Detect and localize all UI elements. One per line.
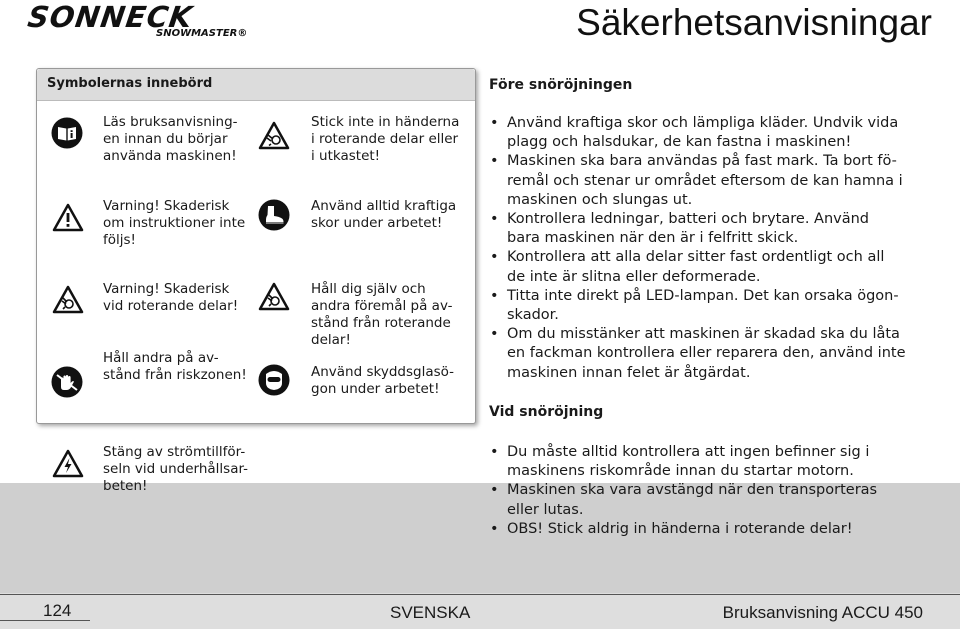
list-item: • Maskinen ska vara avstängd när den transporteras eller lutas. — [488, 481, 948, 519]
symbol-text-keep-away: Håll andra på av- stånd från riskzonen! — [103, 350, 247, 383]
list-item: • Titta inte direkt på LED-lampan. Det kan orsaka ögon- skador. — [488, 287, 948, 325]
manual-icon — [51, 117, 83, 149]
symbol-text-rotating-parts: Varning! Skaderisk vid roterande delar! — [103, 281, 239, 314]
during-clearing-heading: Vid snöröjning — [489, 404, 604, 420]
keep-away-icon — [51, 366, 83, 398]
safety-boots-icon — [258, 199, 290, 231]
list-item: • Maskinen ska bara användas på fast mark. Ta bort fö- remål och stenar ur området eftersom de kan hamna i maskinen och slungas ut. — [488, 152, 948, 210]
symbols-panel-header — [37, 69, 475, 101]
warning-icon — [52, 202, 84, 234]
footer-language: SVENSKA — [390, 603, 471, 622]
symbol-text-safety-boots: Använd alltid kraftiga skor under arbetet! — [311, 198, 457, 231]
during-clearing-list — [488, 443, 948, 539]
brand-name: SONNECK — [25, 0, 196, 34]
page-number-underline — [0, 620, 90, 621]
before-clearing-heading: Före snöröjningen — [489, 77, 633, 93]
brand-logo — [25, 0, 248, 39]
page-title: Säkerhetsanvisningar — [576, 2, 932, 43]
before-clearing-list — [488, 114, 948, 383]
page-number: 124 — [43, 601, 72, 620]
symbol-text-warning: Varning! Skaderisk om instruktioner inte följs! — [103, 198, 246, 248]
list-item: • Du måste alltid kontrollera att ingen befinner sig i maskinens riskområde innan du startar motorn. — [488, 443, 948, 481]
rotating-parts-distance-icon — [258, 281, 290, 313]
list-item: • Kontrollera ledningar, batteri och brytare. Använd bara maskinen när den är i felfritt skick. — [488, 210, 948, 248]
hand-in-rotor-icon — [258, 120, 290, 152]
safety-goggles-icon — [258, 364, 290, 396]
rotating-parts-warning-icon — [52, 284, 84, 316]
footer-manual-title: Bruksanvisning ACCU 450 — [722, 603, 923, 622]
list-item: • Kontrollera att alla delar sitter fast ordentligt och all de inte är slitna eller deformerade. — [488, 248, 948, 286]
list-item: • OBS! Stick aldrig in händerna i roterande delar! — [488, 520, 948, 539]
list-item: • Om du misstänker att maskinen är skadad ska du låta en fackman kontrollera eller reparera den, använd inte maskinen innan felet är åtgärdat. — [488, 325, 948, 383]
symbol-text-hand-in-rotor: Stick inte in händerna i roterande delar eller i utkastet! — [311, 114, 460, 164]
symbol-text-manual: Läs bruksanvisning- en innan du börjar använda maskinen! — [103, 114, 238, 164]
electric-hazard-icon — [52, 448, 84, 480]
symbol-text-electric-hazard: Stäng av strömtillför- seln vid underhållsar- beten! — [103, 444, 249, 494]
symbols-heading: Symbolernas innebörd — [47, 76, 213, 91]
symbol-text-safety-goggles: Använd skyddsglasö- gon under arbetet! — [311, 364, 455, 397]
brand-subname: SNOWMASTER® — [156, 28, 248, 39]
footer-divider — [0, 594, 960, 595]
list-item: • Använd kraftiga skor och lämpliga kläder. Undvik vida plagg och halsdukar, de kan fastna i maskinen! — [488, 114, 948, 152]
symbol-text-rotating-distance: Håll dig själv och andra föremål på av- stånd från roterande delar! — [311, 281, 453, 348]
